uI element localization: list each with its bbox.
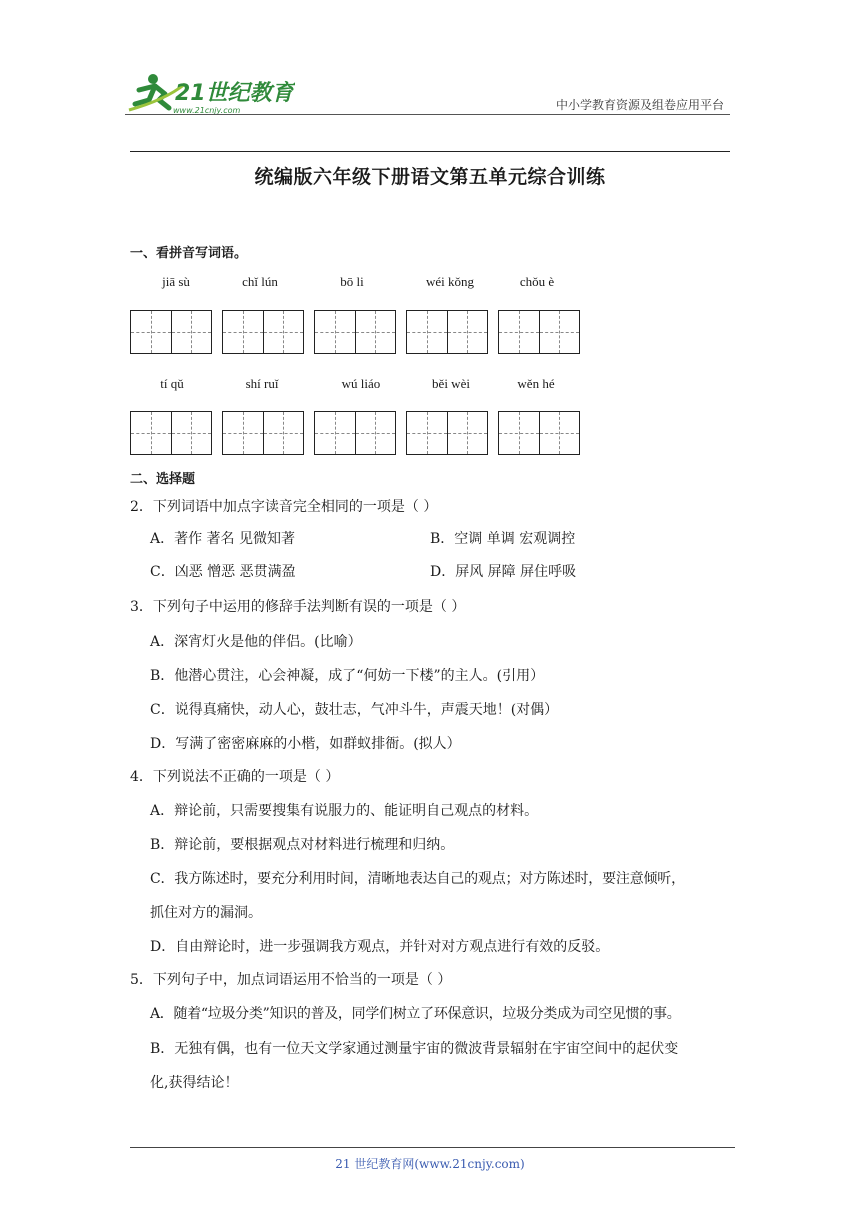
page-title: 统编版六年级下册语文第五单元综合训练 [254, 166, 606, 188]
question-stem: 4．下列说法不正确的一项是（ ） [130, 769, 340, 785]
writing-box[interactable] [222, 411, 304, 455]
writing-box[interactable] [222, 310, 304, 354]
option-b[interactable]: B．辩论前，要根据观点对材料进行梳理和归纳。 [150, 837, 455, 853]
pinyin-label: jiā sù [162, 274, 190, 289]
logo-url: www.21cnjy.com [173, 106, 241, 115]
option-b[interactable]: B．无独有偶，也有一位天文学家通过测量宇宙的微波背景辐射在宇宙空间中的起伏变 [150, 1041, 679, 1057]
platform-label: 中小学教育资源及组卷应用平台 [555, 98, 724, 112]
question-stem: 2．下列词语中加点字读音完全相同的一项是（ ） [130, 499, 438, 515]
writing-box[interactable] [406, 411, 488, 455]
option-b[interactable]: B．空调 单调 宏观调控 [430, 531, 576, 547]
logo-text: 21世纪教育 [175, 81, 294, 106]
option-c[interactable]: C．我方陈述时，要充分利用时间，清晰地表达自己的观点；对方陈述时，要注意倾听， [150, 871, 685, 887]
pinyin-label: bō li [340, 274, 364, 289]
option-a[interactable]: A．深宵灯火是他的伴侣。(比喻） [150, 634, 362, 650]
pinyin-label: wú liáo [341, 376, 381, 391]
option-b-continued: 化,获得结论！ [150, 1075, 239, 1091]
option-c[interactable]: C．凶恶 憎恶 恶贯满盈 [150, 564, 296, 580]
option-a[interactable]: A．著作 著名 见微知著 [150, 531, 296, 547]
footer-divider [130, 1147, 735, 1148]
section2-heading: 二、选择题 [130, 472, 196, 487]
writing-box[interactable] [314, 310, 396, 354]
option-d[interactable]: D．自由辩论时，进一步强调我方观点，并针对对方观点进行有效的反驳。 [150, 939, 610, 955]
question-stem: 5．下列句子中，加点词语运用不恰当的一项是（ ） [130, 972, 452, 988]
option-a[interactable]: A．辩论前，只需要搜集有说服力的、能证明自己观点的材料。 [150, 803, 539, 819]
pinyin-label: wéi kǒng [425, 274, 475, 289]
writing-box[interactable] [314, 411, 396, 455]
question-stem: 3．下列句子中运用的修辞手法判断有误的一项是（ ） [130, 599, 466, 615]
header-divider [125, 114, 730, 115]
runner-logo-icon [125, 70, 295, 118]
option-d[interactable]: D．写满了密密麻麻的小楷，如群蚁排衙。(拟人） [150, 736, 461, 752]
pinyin-label: tí qǔ [160, 376, 184, 391]
option-b[interactable]: B．他潜心贯注，心会神凝，成了“何妨一下楼”的主人。(引用） [150, 668, 545, 684]
option-d[interactable]: D．屏风 屏障 屏住呼吸 [430, 564, 577, 580]
pinyin-label: chǐ lún [242, 274, 278, 289]
writing-box[interactable] [406, 310, 488, 354]
option-a[interactable]: A．随着“垃圾分类”知识的普及，同学们树立了环保意识，垃圾分类成为司空见惯的事。 [150, 1006, 681, 1022]
option-c[interactable]: C．说得真痛快，动人心，鼓壮志，气冲斗牛，声震天地！(对偶） [150, 702, 559, 718]
pinyin-label: běi wèi [432, 376, 470, 391]
pinyin-label: wěn hé [517, 376, 555, 391]
writing-box[interactable] [130, 310, 212, 354]
section1-heading: 一、看拼音写词语。 [130, 246, 248, 261]
writing-box[interactable] [130, 411, 212, 455]
header-divider-bold [130, 151, 730, 152]
writing-box[interactable] [498, 310, 580, 354]
pinyin-label: chǒu è [519, 274, 555, 289]
site-logo [125, 70, 295, 118]
footer-text: 21 世纪教育网(www.21cnjy.com) [335, 1157, 525, 1171]
writing-box[interactable] [498, 411, 580, 455]
option-c-continued: 抓住对方的漏洞。 [150, 905, 262, 921]
pinyin-label: shí ruǐ [245, 376, 279, 391]
